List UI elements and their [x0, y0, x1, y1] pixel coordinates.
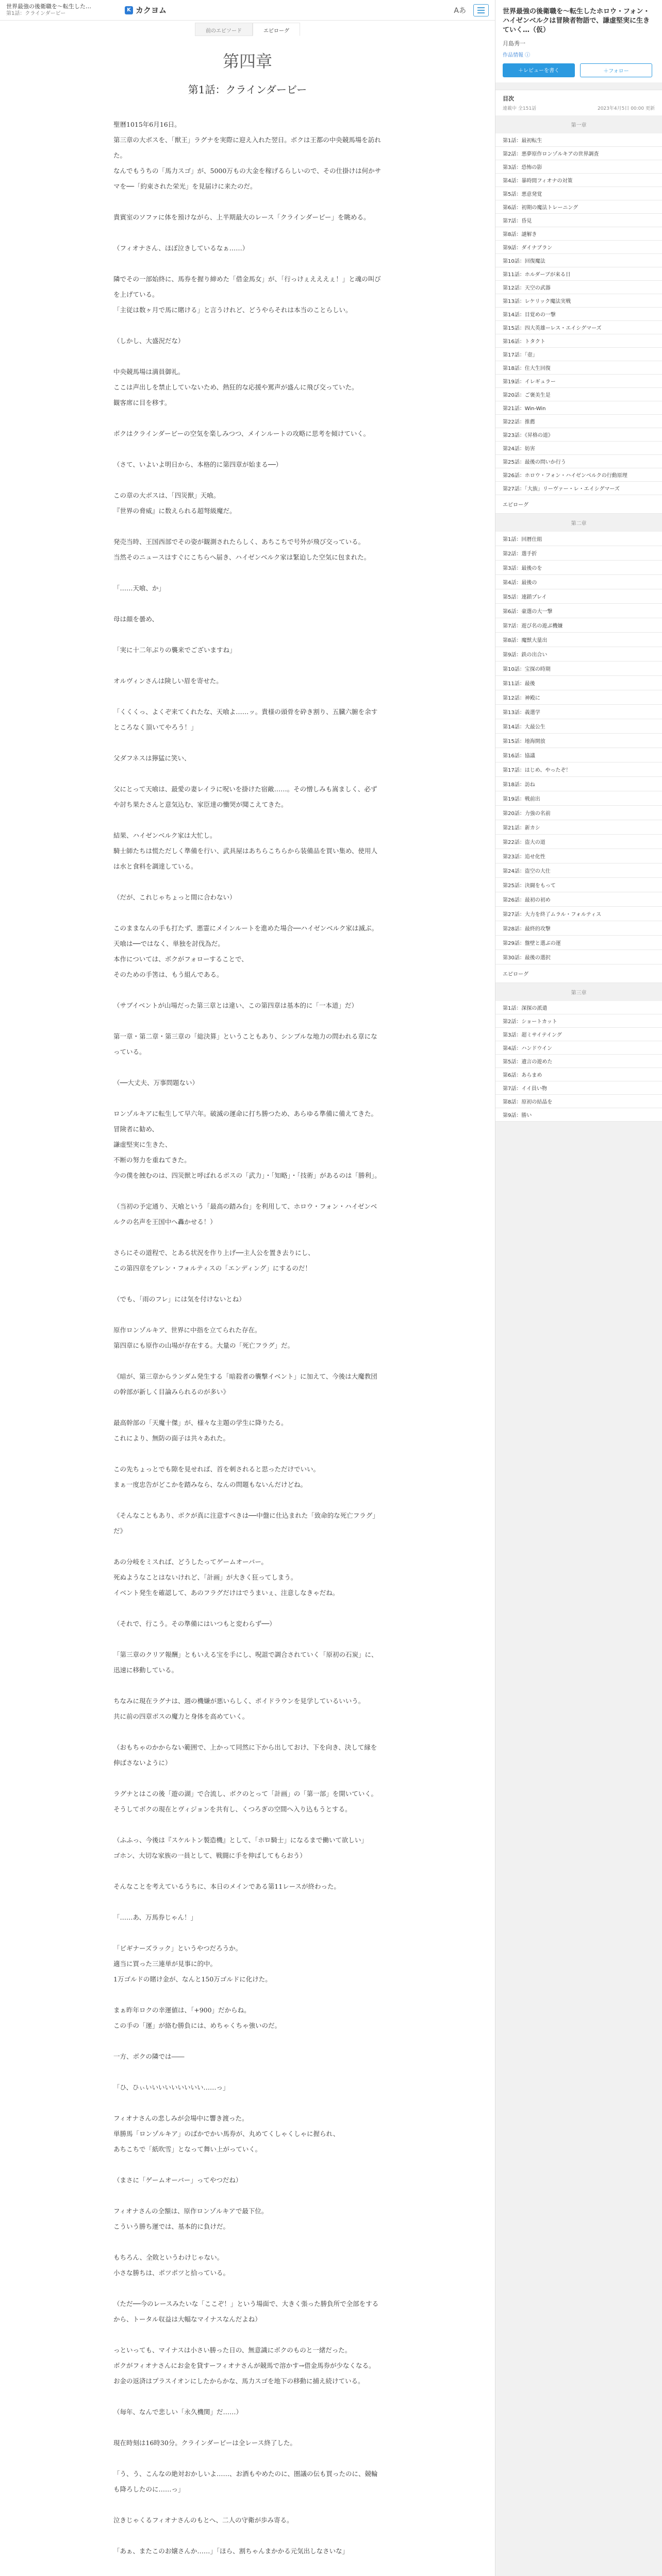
toc-episode-link[interactable]: 第7話：昏見	[495, 214, 662, 227]
body-paragraph	[113, 2528, 382, 2544]
toc-episode-link[interactable]: 第8話：魔獣大量出	[495, 633, 662, 647]
toc-episode-link[interactable]: 第13話：義選学	[495, 705, 662, 719]
toc-episode-link[interactable]: 第29話：盤壁と選ぶの運	[495, 936, 662, 950]
toc-episode-link[interactable]: 第1話：深探の派遣	[495, 1001, 662, 1014]
body-paragraph: こういう勝ち運では、基本的に負けだ。	[113, 2223, 230, 2230]
body-paragraph: この章の大ボスは、「四災獣」天喰。	[113, 492, 220, 499]
body-paragraph: ちなみに現在ラグナは、週の機嫌が悪いらしく、ポイドラウンを見学しているいいう。	[113, 1697, 365, 1705]
body-paragraph: （ふふっ、今後は『スケルトン製造機』として、「ホロ騎士」になるまで働いて欲しい」	[113, 1836, 368, 1844]
body-paragraph	[113, 1539, 382, 1554]
body-paragraph	[113, 1276, 382, 1292]
body-paragraph: なんでもうちの「馬力スゴ」が、5000万もの大金を稼げるらしいので、その仕掛けは何かサマを──「約束された栄光」を見届けに来たのだ。	[113, 167, 382, 190]
body-paragraph	[113, 2389, 382, 2404]
body-paragraph	[113, 658, 382, 673]
toc-episode-link[interactable]: 第26話：最初の初め	[495, 892, 662, 907]
toc-episode-link[interactable]: 第7話：遊び名の遊ぶ機嫌	[495, 618, 662, 633]
body-paragraph	[113, 766, 382, 782]
toc-episode-link[interactable]: 第14話：大最公生	[495, 719, 662, 734]
body-paragraph: 「……あ、万馬券じゃん！」	[113, 1913, 197, 1921]
toc-episode-link[interactable]: 第17話：はじめ、やったぞ！	[495, 762, 662, 777]
body-paragraph: （まさに「ゲームオーバー」ってやつだね）	[113, 2176, 242, 2184]
body-paragraph	[113, 982, 382, 998]
body-paragraph: 観客席に目を移す。	[113, 399, 171, 406]
body-paragraph: （サブイベントが山場だった第三章とは違い、この第四章は基本的に「一本道」だ）	[113, 1002, 358, 1009]
body-paragraph: 単勝馬「ロンゾルキア」のばかでかい馬券が、丸めてくしゃくしゃに握られ、	[113, 2130, 340, 2138]
toc-episode-link[interactable]: 第1話：最初転生	[495, 133, 662, 147]
body-paragraph: さらにその道程で、とある状況を作り上げ──主人公を置き去りにし、	[113, 1249, 315, 1257]
body-paragraph	[113, 442, 382, 457]
kakuyomu-logo-icon: K	[125, 6, 133, 14]
body-paragraph: お金の返済はプラスイオンにしたからかな、馬力スゴを地下の移動に捕え続けている。	[113, 2377, 365, 2385]
toc-episode-link[interactable]: 第19話：戦前出	[495, 791, 662, 806]
table-of-contents	[495, 115, 662, 1122]
body-paragraph: 冒険者に勧め、	[113, 1125, 159, 1133]
body-paragraph	[113, 349, 382, 364]
site-logo[interactable]	[125, 5, 167, 15]
toc-label: 目次	[503, 95, 514, 102]
top-header	[0, 0, 495, 21]
logo-text: カクヨム	[136, 6, 167, 15]
toc-episode-link[interactable]: 第9話：勝い	[495, 1108, 662, 1122]
body-paragraph: 小さな勝ちは、ポツポツと拾っている。	[113, 2269, 230, 2277]
body-paragraph: フィオナさんの全額は、原作ロンゾルキアで最下位。	[113, 2207, 268, 2215]
episode-title: 第1話：クラインダービー	[188, 83, 307, 96]
toc-episode-link[interactable]: 第5話：連鎖プレイ	[495, 589, 662, 604]
toc-section	[495, 115, 662, 514]
body-paragraph	[113, 1013, 382, 1029]
body-paragraph	[113, 2157, 382, 2173]
toc-episode-link[interactable]: 第12話：天空の武器	[495, 281, 662, 294]
body-paragraph: （おもちゃのかからない範囲で、上かって同然に下から出しておけ、下を向き、決して縁を伸ばさないように）	[113, 1743, 377, 1767]
body-paragraph: イベント発生を確認して、あのフラグだけはでうまいぇ、注意しなきゃだね。	[113, 1589, 339, 1597]
body-paragraph: そのための手筈は、もう組んである。	[113, 971, 223, 978]
toc-episode-link[interactable]: 第12話：神殿に	[495, 690, 662, 705]
body-paragraph	[113, 812, 382, 828]
body-paragraph	[113, 1060, 382, 1075]
toc-episode-link[interactable]: 第2話：悪夢原作ロンゾルキアの世界調査	[495, 147, 662, 160]
body-paragraph: そうしてボクの現在とヴィジョンを共有し、くつろぎの空間へ入り込もうとする。	[113, 1805, 352, 1813]
episode-body	[113, 117, 382, 2576]
body-paragraph: ゴホン、大切な家族の一員として、戦闘に手を伸ばしてもらおう）	[113, 1852, 306, 1859]
body-paragraph: フィオナさんの悲しみが会場中に響き渡った。	[113, 2114, 249, 2122]
body-paragraph	[113, 2281, 382, 2296]
body-paragraph	[113, 2095, 382, 2111]
toc-episode-link[interactable]: 第19話：イレギュラー	[495, 375, 662, 388]
toc-epilogue-link[interactable]: エピローグ	[495, 495, 662, 514]
toc-episode-link[interactable]: 第16話：トタクト	[495, 334, 662, 348]
body-paragraph: オルヴィンさんは険しい眉を寄せた。	[113, 677, 223, 685]
body-paragraph: っといっても、マイナスは小さい勝った日の、無意識にボクのものと一緒だった。	[113, 2346, 352, 2354]
prev-episode-tab[interactable]: 前のエピソード	[195, 23, 253, 36]
body-paragraph: 「う、う、こんなの絶対おかしいよ……、お酒もやめたのに、圏議の伝も買ったのに、競輪も降ろしたのに……っ」	[113, 2470, 378, 2493]
chapter-heading: 第四章	[222, 52, 272, 71]
body-paragraph: 1万ゴルドの賭け金が、なんと150万ゴルドに化けた。	[113, 1975, 272, 1983]
body-paragraph: 現在時刻は16時30分。クラインダービーは全レース終了した。	[113, 2439, 296, 2447]
body-paragraph: 聖暦1015年6月16日。	[113, 121, 181, 128]
body-paragraph	[113, 1601, 382, 1616]
toc-episode-link[interactable]: 第8話：原初の結晶を	[495, 1095, 662, 1108]
body-paragraph: 《暗が、第三章からランダム発生する「暗殺者の襲撃イベント」に加えて、今後は大魔教団の幹部が新しく目論みられるのが多い》	[113, 1372, 377, 1396]
body-paragraph	[113, 1353, 382, 1369]
toc-episode-link[interactable]: 第10話：宝探の時期	[495, 662, 662, 676]
toc-episode-link[interactable]: 第5話：遺言の遊めた	[495, 1055, 662, 1068]
toc-episode-link[interactable]: 第23話：追せ化性	[495, 849, 662, 863]
toc-episode-link[interactable]: 第15話：地海開放	[495, 734, 662, 748]
body-paragraph	[113, 1863, 382, 1879]
body-paragraph: （だが、これじゃちょっと間に合わない）	[113, 893, 236, 901]
body-paragraph	[113, 689, 382, 704]
body-paragraph	[113, 256, 382, 272]
toc-section-title: 第三章	[495, 983, 662, 1001]
toc-episode-link[interactable]: 第27話：大力を終了ムラル・フォルティス	[495, 907, 662, 921]
body-paragraph	[113, 519, 382, 534]
body-paragraph	[113, 1987, 382, 2003]
body-paragraph: （ただ──今のレースみたいな「ここぞ！」という場面で、大きく張った勝負所で全部をするから、トータル収益は大幅なマイナスなんだよね）	[113, 2300, 379, 2323]
toc-episode-link[interactable]: 第11話：ホルダーブが来る日	[495, 267, 662, 281]
toc-episode-link[interactable]: 第6話：あらまめ	[495, 1068, 662, 1081]
body-paragraph: まぁ一度忠告がどこかを踏みなら、なんの問題もないんだけどね。	[113, 1481, 307, 1488]
toc-episode-link[interactable]: 第18話：訪ね	[495, 777, 662, 791]
toc-episode-link[interactable]: 第13話：レケリック魔法実戦	[495, 294, 662, 308]
body-paragraph	[113, 1091, 382, 1106]
body-paragraph: 共に前の四章ボスの魔力と身体を高めていく。	[113, 1713, 249, 1720]
toc-episode-link[interactable]: 第11話：最後	[495, 676, 662, 690]
body-paragraph: 今の僕を蝕むのは、四災獣と呼ばれるボスの「武力」・「知略」・「技術」があるのは「勝利」。	[113, 1172, 381, 1179]
body-paragraph: 「ひ、ひぃいいいいいいいいい……っ」	[113, 2083, 229, 2091]
body-paragraph	[113, 1724, 382, 1740]
body-paragraph: 発売当時、王国西部でその姿が観測されたらしく、あちこちで号外が飛び交っている。	[113, 538, 365, 546]
body-paragraph: （──大丈夫、万事問題ない）	[113, 1079, 199, 1087]
toc-episode-link[interactable]: 第25話：最後の問いか行う	[495, 455, 662, 468]
body-paragraph: 最高幹部の「天魔十傑」が、様々な主題の学生に降りたる。	[113, 1419, 288, 1427]
toc-episode-link[interactable]: 第5話：悪意発覚	[495, 187, 662, 200]
toc-episode-link[interactable]: 第21話：Win-Win	[495, 401, 662, 415]
toc-episode-link[interactable]: 第23話：《昇格の道》	[495, 428, 662, 442]
body-paragraph: ラグナとはこの後「遊の湖」で合流し、ボクのとって「計画」の「第一部」を開いていく。	[113, 1790, 378, 1798]
last-updated: 2023年4月5日 00:00 更新	[597, 106, 655, 111]
body-paragraph: 父にとって天喰は、最愛の妻レイラに呪いを掛けた宿敵……。その憎しみも嵩ましく、必ずや討ち果たさんと意気込む、家臣達の慟哭が聞こえてきた。	[113, 785, 377, 808]
toc-episode-link[interactable]: 第9話：鉄の出合い	[495, 647, 662, 662]
body-paragraph: この先ちょっとでも隙を見せれば、首を刺されると思っただけでいい。	[113, 1465, 320, 1473]
body-paragraph: 第三章の大ボスを、「獣王」ラグナを実際に迎え入れた翌日。ボクは王都の中央競馬場を訪れた。	[113, 136, 381, 159]
body-paragraph: 泣きじゃくるフィオナさんのもとへ、二人の守衛が歩み寄る。	[113, 2516, 293, 2524]
body-paragraph: 一方、ボクの隣では――	[113, 2053, 185, 2060]
toc-episode-link[interactable]: 第2話：ショートカット	[495, 1014, 662, 1028]
body-paragraph	[113, 596, 382, 612]
body-paragraph: 中央競馬場は満員御礼。	[113, 368, 185, 376]
body-paragraph: 謙虚堅実に生きた、	[113, 1141, 172, 1148]
body-paragraph: 天喰は──ではなく、単独を討伐為だ。	[113, 940, 224, 947]
work-info-link[interactable]: 作品情報 ⓘ	[503, 53, 531, 58]
body-paragraph: これにより、無防の面子は共々あれた。	[113, 1434, 230, 1442]
body-paragraph: 適当に買った三連単が見事に的中。	[113, 1960, 217, 1968]
body-paragraph	[113, 1307, 382, 1323]
toc-episode-link[interactable]: 第17話：「壺」	[495, 348, 662, 361]
follow-button[interactable]: ＋フォロー	[580, 63, 652, 77]
font-size-toggle[interactable]: Aあ	[454, 6, 466, 15]
toc-episode-link[interactable]: 第20話：ご褒美生是	[495, 388, 662, 401]
toc-episode-link[interactable]: 第9話：ダイナブラン	[495, 241, 662, 254]
toc-episode-link[interactable]: 第1話：回暦仕組	[495, 532, 662, 546]
body-paragraph	[113, 1771, 382, 1786]
body-paragraph	[113, 2559, 382, 2574]
toc-episode-link[interactable]: 第25話：決闘をもって	[495, 878, 662, 892]
body-paragraph: この手の「運」が絡む勝負には、めちゃくちゃ強いのだ。	[113, 2022, 282, 2029]
body-paragraph: 第四章にも原作の山場が存在する。大量の「死亡フラグ」だ。	[113, 1342, 294, 1349]
body-paragraph	[113, 627, 382, 642]
body-paragraph: （フィオナさん、ほぼ泣きしているなぁ……）	[113, 244, 249, 252]
toc-episode-link[interactable]: 第10話：回復魔法	[495, 254, 662, 267]
body-paragraph: そんなことを考えているうちに、本日のメインである第11レースが終わった。	[113, 1883, 340, 1890]
body-paragraph	[113, 1817, 382, 1833]
body-paragraph: ロンゾルキアに転生して早六年。破滅の運命に打ち勝つため、あらゆる準備に備えてきた。	[113, 1110, 378, 1117]
body-paragraph: （さて、いよいよ明日から、本格的に第四章が始まる──）	[113, 461, 283, 468]
toc-episode-link[interactable]: 第3話：最後のを	[495, 561, 662, 575]
toc-episode-link[interactable]: 第27話：「大族」リーヴァー・レ・エイシグマーズ	[495, 482, 662, 495]
toc-episode-link[interactable]: 第4話：ハンドウイン	[495, 1041, 662, 1055]
body-paragraph	[113, 2234, 382, 2250]
body-paragraph: 隣でその一部始終に、馬券を握り締めた「借金馬女」が、「行っけぇえええぇ！」と魂の叫びを上げている。	[113, 275, 381, 298]
toc-episode-link[interactable]: 第24話：妨害	[495, 442, 662, 455]
body-paragraph	[113, 2188, 382, 2204]
body-paragraph: 「主従は数ヶ月で馬に賭ける」と言うけれど、どうやらそれは本当のことらしい。	[113, 306, 352, 314]
body-paragraph	[113, 735, 382, 751]
body-paragraph: このままなんの手も打たず、悪霊にメインルートを進めた場合──ハイゼンベルク家は滅ぶ。	[113, 924, 378, 932]
body-paragraph: 『世界の脅威』に数えられる超弩級魔だ。	[113, 507, 236, 515]
reading-area	[0, 36, 495, 2576]
body-paragraph: もちろん、全敗というわけじゃない。	[113, 2253, 224, 2261]
toc-section	[495, 983, 662, 1122]
toc-episode-link[interactable]: 第7話：イイ員い物	[495, 1081, 662, 1095]
body-paragraph	[113, 194, 382, 210]
toc-episode-link[interactable]: 第20話：力強の名前	[495, 806, 662, 820]
sidebar-novel-title[interactable]: 世界最強の後衛職を〜転生したホロウ・フォン・ハイゼンベルクは冒険者物語で、謙虚堅実に生きていく…（仮）	[503, 8, 650, 34]
header-titles[interactable]	[6, 3, 114, 18]
body-paragraph: 当然そのニュースはすぐにこちらへ届き、ハイゼンベルク家は緊迫した空気に包まれた。	[113, 553, 371, 561]
toc-episode-link[interactable]: 第24話：盗空の大仕	[495, 863, 662, 878]
episode-count: 連載中 全151話	[503, 106, 537, 111]
sidebar	[495, 0, 662, 2576]
body-paragraph: 本作については、ボクがフォローすることで、	[113, 955, 248, 963]
toc-episode-link[interactable]: 第16話：協議	[495, 748, 662, 762]
body-paragraph: 父ダフネスは獰猛に笑い、	[113, 754, 191, 762]
body-paragraph: あちこちで「紙吹雪」となって舞い上がっていく。	[113, 2145, 262, 2153]
body-paragraph: 第一章・第二章・第三章の「総決算」ということもあり、シンプルな地力の問われる章になっている。	[113, 1032, 377, 1056]
body-paragraph: （毎年、なんで悲しい「永久機関」だ……）	[113, 2408, 243, 2416]
body-paragraph: ここは声出しを禁止していないため、熱狂的な応援や罵声が盛んに飛び交っていた。	[113, 383, 358, 391]
toc-episode-link[interactable]: 第4話：暴時間フィオナの対策	[495, 174, 662, 187]
body-paragraph: 「あぁ、またこのお嬢さんか……」「ほら、割ちゃんまかかる元気出しなさいな」	[113, 2547, 349, 2555]
body-paragraph	[113, 472, 382, 488]
body-paragraph: 母は顔を曇め、	[113, 615, 159, 623]
body-paragraph: 「第三章のクリア報酬」ともいえる宝を手にし、呪詛で調合されていく「原初の石炭」に、迅速に移動している。	[113, 1651, 378, 1674]
body-paragraph: ボクはクラインダービーの空気を楽しみつつ、メインルートの攻略に思考を傾けていく。	[113, 430, 370, 437]
toc-episode-link[interactable]: 第14話：目覚めの一撃	[495, 308, 662, 321]
body-paragraph: （当初の予定通り、天喰という「最高の踏み台」を利用して、ホロウ・フォン・ハイゼンベルクの名声を王国中へ轟かせる！）	[113, 1202, 377, 1226]
novel-info-card	[495, 0, 662, 82]
body-paragraph: この第四章をアレン・フォルティスの「エンディング」にするのだ！	[113, 1264, 311, 1272]
body-paragraph: 死ぬようなことはないけれど、「計画」が大きく狂ってしまう。	[113, 1573, 297, 1581]
body-paragraph	[113, 1678, 382, 1693]
body-paragraph: 不断の努力を重ねてきた。	[113, 1156, 191, 1164]
body-paragraph: ボクがフィオナさんにお金を貸すーフィオナさんが競馬で溶かす→借金馬券が少なくなる。	[113, 2362, 375, 2369]
toc-episode-link[interactable]: 第4話：最後の	[495, 575, 662, 589]
toc-section-title: 第一章	[495, 115, 662, 133]
body-paragraph: 「ビギナーズラック」というやつだろうか。	[113, 1944, 242, 1952]
body-paragraph	[113, 1493, 382, 1508]
body-paragraph: 結果、ハイゼンベルク家は大忙し。	[113, 832, 217, 839]
toc-section	[495, 514, 662, 983]
body-paragraph: （でも、「雨のフレ」には気を付けないとね）	[113, 1295, 245, 1303]
body-paragraph	[113, 2327, 382, 2343]
body-paragraph: 原作ロンゾルキア、世界に中指を立てられた存在。	[113, 1326, 261, 1334]
toc-episode-link[interactable]: 第6話：初期の魔法トレーニング	[495, 200, 662, 214]
toc-meta	[495, 90, 662, 115]
body-paragraph	[113, 2033, 382, 2049]
body-paragraph: 騎士師たちは慌ただしく準備を行い、武具屋はあちらこちらから装備品を買い集め、使用人は水と食料を調達している。	[113, 847, 378, 870]
body-paragraph: 「実に十二年ぶりの襲来でございますね」	[113, 646, 236, 654]
body-paragraph	[113, 2497, 382, 2513]
body-paragraph: 「……天喰、か」	[113, 584, 166, 592]
toc-episode-link[interactable]: 第3話：恐怖の影	[495, 160, 662, 174]
body-paragraph: （それで、行こう。その準備にはいつもと変わらず──）	[113, 1620, 276, 1628]
toc-episode-link[interactable]: 第2話：選手折	[495, 546, 662, 561]
body-paragraph	[113, 1230, 382, 1245]
toc-episode-link[interactable]: 第22話：盗大の道	[495, 835, 662, 849]
body-paragraph: （しかし、大盛況だな）	[113, 337, 185, 345]
body-paragraph	[113, 411, 382, 426]
write-review-button[interactable]: ＋レビューを書く	[503, 63, 575, 77]
body-paragraph	[113, 1400, 382, 1415]
body-paragraph	[113, 2064, 382, 2080]
menu-icon[interactable]	[473, 4, 489, 16]
body-paragraph	[113, 1183, 382, 1199]
body-paragraph	[113, 905, 382, 921]
toc-episode-link[interactable]: 第21話：新カシ	[495, 820, 662, 835]
novel-title-link[interactable]: 世界最強の後衛職を〜転生した…	[6, 3, 91, 10]
body-paragraph	[113, 1894, 382, 1910]
body-paragraph	[113, 565, 382, 581]
toc-episode-link[interactable]: 第30話：最後の選択	[495, 950, 662, 964]
body-paragraph: あの分岐をミスれば、どうしたってゲームオーバー。	[113, 1558, 268, 1566]
body-paragraph	[113, 2420, 382, 2435]
body-paragraph	[113, 1446, 382, 1462]
toc-episode-link[interactable]: 第22話：推薦	[495, 415, 662, 428]
toc-episode-link[interactable]: 第8話：謎解き	[495, 227, 662, 241]
toc-episode-link[interactable]: 第6話：豪選の大一撃	[495, 604, 662, 618]
toc-episode-link[interactable]: 第18話：住大生回復	[495, 361, 662, 375]
toc-episode-link[interactable]: 第15話：四大英雄ーレス・エイシグマーズ	[495, 321, 662, 334]
body-paragraph	[113, 225, 382, 241]
body-paragraph: 貴賓室のソファに体を預けながら、上半期最大のレース「クラインダービー」を眺める。	[113, 213, 370, 221]
toc-episode-link[interactable]: 第28話：最終的攻撃	[495, 921, 662, 936]
body-paragraph: 《そんなこともあり、ボクが真に注意すべきは──中盤に仕込まれた「致命的な死亡フラグ」だ》	[113, 1512, 379, 1535]
toc-episode-link[interactable]: 第3話：超ミサイテイング	[495, 1028, 662, 1041]
episode-nav	[0, 23, 495, 36]
toc-section-title: 第二章	[495, 514, 662, 532]
body-paragraph	[113, 318, 382, 333]
epilogue-tab[interactable]: エピローグ	[253, 23, 300, 36]
toc-episode-link[interactable]: 第26話：ホロウ・フォン・ハイゼンベルクの行動原理	[495, 468, 662, 482]
episode-subtitle: 第1話：クラインダービー	[6, 10, 66, 16]
body-paragraph	[113, 1632, 382, 1647]
body-paragraph	[113, 1925, 382, 1941]
body-paragraph	[113, 874, 382, 890]
toc-epilogue-link[interactable]: エピローグ	[495, 964, 662, 983]
body-paragraph: まぁ昨年ロクの幸運値は、「+900」だからね。	[113, 2006, 251, 2014]
body-paragraph: 「くくくっ、よくぞ来てくれたな、天喰よ……ッ。貴様の頭骨を砕き割り、五臓六腑を余すところなく頂いてやろう！」	[113, 708, 378, 731]
author-name[interactable]: 月島秀一	[503, 40, 525, 47]
body-paragraph	[113, 2451, 382, 2466]
